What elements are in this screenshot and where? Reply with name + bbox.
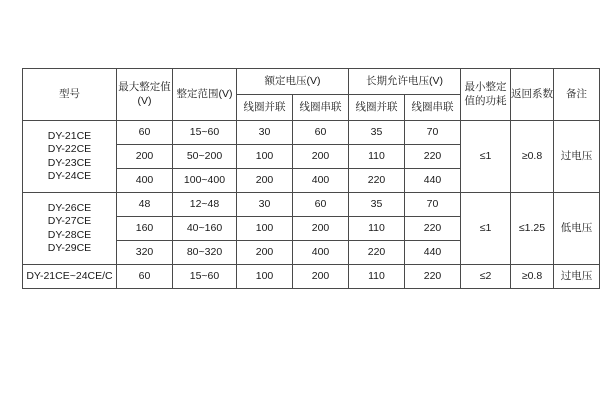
cell-rated-parallel: 100: [237, 217, 293, 241]
cell-allow-parallel: 220: [349, 169, 405, 193]
header-long-term-allow: 长期允许电压(V): [349, 69, 461, 95]
cell-rated-series: 400: [293, 241, 349, 265]
cell-allow-series: 440: [405, 169, 461, 193]
model-label: DY-27CE: [47, 215, 92, 228]
cell-setting-range: 12~48: [173, 193, 237, 217]
cell-setting-range: 50~200: [173, 145, 237, 169]
cell-rated-parallel: 200: [237, 241, 293, 265]
cell-model: DY-21CE~24CE/C: [23, 265, 117, 289]
cell-allow-parallel: 220: [349, 241, 405, 265]
cell-return-coefficient: ≤1.25: [511, 193, 554, 265]
cell-rated-series: 60: [293, 193, 349, 217]
header-rated-coil-parallel: 线圈并联: [237, 95, 293, 121]
model-label: DY-23CE: [47, 156, 92, 169]
model-label: DY-29CE: [47, 241, 92, 254]
cell-rated-parallel: 100: [237, 265, 293, 289]
cell-max-setting: 200: [117, 145, 173, 169]
cell-min-setting-power: ≤1: [461, 193, 511, 265]
cell-remark: 低电压: [554, 193, 600, 265]
cell-allow-parallel: 110: [349, 145, 405, 169]
cell-allow-parallel: 35: [349, 193, 405, 217]
model-group-1: [23, 121, 117, 193]
header-min-setting-power: 最小整定值的功耗: [461, 69, 511, 121]
cell-max-setting: 320: [117, 241, 173, 265]
cell-allow-series: 220: [405, 265, 461, 289]
cell-allow-series: 70: [405, 193, 461, 217]
cell-rated-parallel: 200: [237, 169, 293, 193]
table-row: [23, 121, 600, 145]
cell-rated-series: 200: [293, 145, 349, 169]
model-label: DY-28CE: [47, 228, 92, 241]
cell-remark: 过电压: [554, 121, 600, 193]
cell-return-coefficient: ≥0.8: [511, 121, 554, 193]
table-body: [23, 121, 600, 289]
table-header: [23, 69, 600, 121]
cell-min-setting-power: ≤2: [461, 265, 511, 289]
cell-rated-parallel: 100: [237, 145, 293, 169]
header-return-coefficient: 返回系数: [511, 69, 554, 121]
cell-rated-parallel: 30: [237, 121, 293, 145]
cell-allow-series: 440: [405, 241, 461, 265]
cell-setting-range: 40~160: [173, 217, 237, 241]
cell-setting-range: 80~320: [173, 241, 237, 265]
header-row-top: [23, 69, 600, 95]
cell-max-setting: 60: [117, 265, 173, 289]
model-label: DY-22CE: [47, 143, 92, 156]
model-label: DY-26CE: [47, 202, 92, 215]
cell-setting-range: 15~60: [173, 121, 237, 145]
cell-rated-series: 200: [293, 217, 349, 241]
cell-max-setting: 60: [117, 121, 173, 145]
header-remark: 备注: [554, 69, 600, 121]
header-allow-coil-series: 线圈串联: [405, 95, 461, 121]
header-model: 型号: [23, 69, 117, 121]
cell-max-setting: 160: [117, 217, 173, 241]
spec-table-container: [22, 68, 593, 289]
cell-min-setting-power: ≤1: [461, 121, 511, 193]
table-row: [23, 193, 600, 217]
model-label: DY-21CE: [47, 130, 92, 143]
model-label: DY-24CE: [47, 169, 92, 182]
cell-rated-series: 400: [293, 169, 349, 193]
header-allow-coil-parallel: 线圈并联: [349, 95, 405, 121]
cell-rated-parallel: 30: [237, 193, 293, 217]
cell-remark: 过电压: [554, 265, 600, 289]
cell-allow-parallel: 110: [349, 265, 405, 289]
table-row: [23, 265, 600, 289]
cell-setting-range: 100~400: [173, 169, 237, 193]
model-group-2: [23, 193, 117, 265]
cell-allow-series: 70: [405, 121, 461, 145]
cell-allow-series: 220: [405, 217, 461, 241]
cell-rated-series: 60: [293, 121, 349, 145]
header-rated-voltage: 额定电压(V): [237, 69, 349, 95]
cell-allow-parallel: 35: [349, 121, 405, 145]
cell-return-coefficient: ≥0.8: [511, 265, 554, 289]
header-max-setting: 最大整定值(V): [117, 69, 173, 121]
header-setting-range: 整定范围(V): [173, 69, 237, 121]
cell-allow-parallel: 110: [349, 217, 405, 241]
specification-table: [22, 68, 600, 289]
cell-rated-series: 200: [293, 265, 349, 289]
cell-max-setting: 400: [117, 169, 173, 193]
cell-allow-series: 220: [405, 145, 461, 169]
cell-setting-range: 15~60: [173, 265, 237, 289]
cell-max-setting: 48: [117, 193, 173, 217]
header-rated-coil-series: 线圈串联: [293, 95, 349, 121]
